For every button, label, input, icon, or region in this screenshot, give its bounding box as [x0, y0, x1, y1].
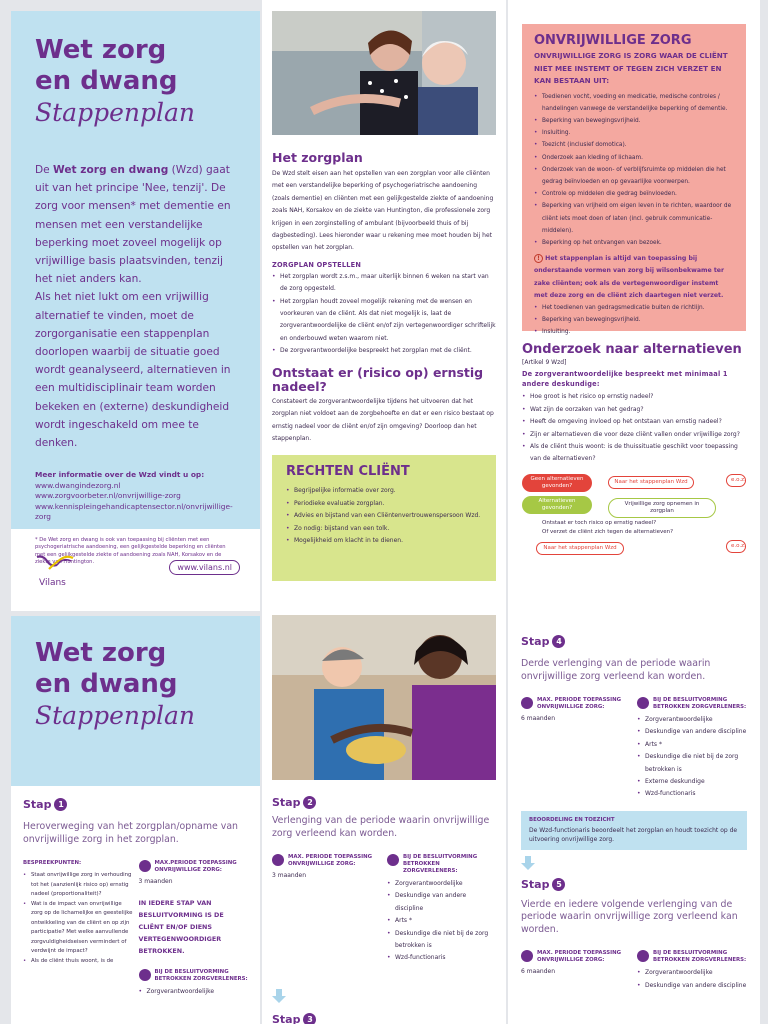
- stap1-betrokken-list: [139, 986, 249, 998]
- stap4-max-value: 6 maanden: [521, 715, 556, 722]
- stap4-betrokken-list: [637, 714, 747, 801]
- list-item: • Controle op middelen die gedrag beïnvloeden.: [534, 188, 734, 200]
- down-arrow-icon: [521, 856, 535, 870]
- stap-number: 5: [552, 878, 565, 891]
- list-item: • Hoe groot is het risico op ernstig nadeel?: [522, 391, 746, 403]
- flow-q1: Ontstaat er toch risico op ernstig nadeel?: [542, 519, 657, 526]
- intro-rest: (Wzd) gaat uit van het principe 'Nee, tenzij'. De zorg voor mensen* met dementie en mensen met een verstandelijke beperking moet zoveel mogelijk op vrijwillige basis plaatsvinden, tenzij het niet anders kan.: [35, 164, 231, 286]
- beoordeling-body: De Wzd-functionaris beoordeelt het zorgplan en houdt toezicht op de uitvoering onvrijwillige zorg.: [529, 826, 738, 843]
- list-item: • Het zorgplan wordt z.s.m., maar uiterlijk binnen 6 weken na start van de zorg opgesteld.: [272, 271, 496, 296]
- onderzoek-title: Onderzoek naar alternatieven: [522, 342, 742, 357]
- list-item: • Wzd-functionaris: [387, 952, 496, 964]
- cover-footnote: * De Wet zorg en dwang is ook van toepassing bij cliënten met een psychogeriatrische aandoening, een gelijkgestelde beperking en cliënten met een gelijkgestelde ziekte of aandoening zoals NAH, Korsakov en de ziekte van Huntington.: [35, 536, 226, 566]
- rechten-box: [272, 455, 496, 581]
- stap2-panel: [262, 611, 506, 1024]
- list-item: • Deskundige die niet bij de zorg betrokken is: [387, 928, 496, 953]
- list-item: • Toezicht (inclusief domotica).: [534, 139, 734, 151]
- down-arrow-icon: [272, 989, 286, 1003]
- stap2-left-col: [272, 854, 381, 965]
- list-item: • Beperking van bewegingsvrijheid.: [534, 314, 734, 326]
- zorgplan-body: De Wzd stelt eisen aan het opstellen van een zorgplan voor alle cliënten met een verstandelijke beperking of psychogeriatrische aandoening (zoals dementie) en cliënten met een gelijkgestelde ziekte of aandoening zoals NAH, Korsakov en de ziekte van Huntington, die professionele zorg krijgen in een zorginstelling of ambulant (bijvoorbeeld thuis of bij dagbesteding). Lees hieronder waar u rekening mee moet houden bij het opstellen van het zorgplan.: [272, 170, 494, 252]
- stap1-header: [23, 798, 248, 811]
- list-item: • Staat onvrijwillige zorg in verhouding tot het (aanzienlijk risico op) ernstig nadeel (proportionaliteit)?: [23, 871, 133, 900]
- list-item: • Zorgverantwoordelijke: [387, 878, 496, 890]
- intro-prefix: De: [35, 164, 54, 176]
- zorgplan-title: Het zorgplan: [272, 150, 363, 165]
- vilans-logo-text: Vilans: [39, 578, 66, 588]
- stap4-left-col: [521, 697, 631, 801]
- cover-title-line1: Wet zorg: [35, 35, 167, 65]
- list-item: • Zorgverantwoordelijke: [139, 986, 249, 998]
- stap1-betrokken-heading: BIJ DE BESLUITVORMING BETROKKEN ZORGVERLENERS:: [154, 969, 248, 982]
- stap-number: 1: [54, 798, 67, 811]
- stap-number: 2: [303, 796, 316, 809]
- bespreek-heading: BESPREEKPUNTEN:: [23, 860, 82, 866]
- people-icon: [637, 697, 649, 709]
- stap2-max-heading: MAX. PERIODE TOEPASSING ONVRIJWILLIGE ZORG:: [288, 854, 373, 867]
- list-item: • Deskundige die niet bij de zorg betrokken is: [637, 751, 747, 776]
- list-item: • Wat zijn de oorzaken van het gedrag?: [522, 404, 746, 416]
- stap5-betrokken-row: [637, 950, 747, 964]
- cover-panel: [11, 11, 260, 611]
- intro-p2: Als het niet lukt om een vrijwillig alternatief te vinden, moet de zorgorganisatie een stappenplan doorlopen waarbij de situatie goed wordt geanalyseerd, alternatieven in een multidisciplinair team worden bekeken en (externe) deskundigheid wordt ingeschakeld om mee te denken.: [35, 291, 231, 450]
- onderzoek-list: [522, 391, 746, 465]
- link-dwangindezorg[interactable]: www.dwangindezorg.nl: [35, 480, 121, 490]
- stap2-header: [272, 796, 496, 809]
- stap-label: Stap: [521, 877, 550, 891]
- onvrijwillige-warning: [534, 253, 734, 302]
- list-item: • Toedienen vocht, voeding en medicatie, medische controles / handelingen vanwege de verstandelijke beperking of dementie.: [534, 91, 734, 115]
- list-item: • De zorgverantwoordelijke bespreekt het zorgplan met de cliënt.: [272, 345, 496, 357]
- list-item: • Als de cliënt thuis woont, is de: [23, 957, 133, 967]
- flow-eoz-2: e.o.z.: [726, 540, 746, 553]
- flow-no-alternatives: Geen alternatieven gevonden?: [522, 474, 592, 492]
- clock-icon: [521, 950, 533, 962]
- stap1-betrokken-row: [139, 969, 249, 983]
- stap-label: Stap: [23, 798, 52, 811]
- people-icon: [139, 969, 151, 981]
- warning-icon: !: [534, 254, 543, 263]
- stap2-columns: [272, 854, 496, 965]
- flow-no-alt-target: Naar het stappenplan Wzd: [608, 476, 694, 489]
- list-item: • Advies en bijstand van een Cliëntenvertrouwenspersoon Wzd.: [286, 510, 482, 522]
- stap-number: 4: [552, 635, 565, 648]
- rechten-title: RECHTEN CLIËNT: [286, 464, 410, 480]
- list-item: • Zorgverantwoordelijke: [637, 714, 747, 726]
- list-item: • Periodieke evaluatie zorgplan.: [286, 498, 482, 510]
- stap1-max-heading: MAX.PERIODE TOEPASSING ONVRIJWILLIGE ZORG:: [154, 860, 237, 873]
- stap3-header: [272, 1013, 496, 1024]
- list-item: • Mogelijkheid om klacht in te dienen.: [286, 535, 482, 547]
- list-item: • Het toedienen van gedragsmedicatie buiten de richtlijn.: [534, 302, 734, 314]
- stap1-columns: [23, 860, 248, 998]
- stap1-desc: Heroverweging van het zorgplan/opname van onvrijwillige zorg in het zorgplan.: [23, 821, 239, 845]
- onderzoek-section: [522, 343, 746, 564]
- clock-icon: [272, 854, 284, 866]
- stap2-right-col: [387, 854, 496, 965]
- beoordeling-box: [521, 811, 747, 850]
- onderzoek-flow: [522, 474, 746, 564]
- onvrijwillige-title: ONVRIJWILLIGE ZORG: [534, 33, 692, 48]
- stap-label: Stap: [521, 635, 550, 648]
- rechten-list: [286, 485, 482, 547]
- stap1-iedere-stap: IN IEDERE STAP VAN BESLUITVORMING IS DE CLIËNT EN/OF DIENS VERTEGENWOORDIGER BETROKKEN.: [138, 899, 224, 955]
- cover-title-line2: en dwang: [35, 66, 178, 96]
- stap5-max-value: 6 maanden: [521, 968, 556, 976]
- stap2-betrokken-row: [387, 854, 496, 875]
- onderzoek-lead: De zorgverantwoordelijke bespreekt met minimaal 1 andere deskundige:: [522, 370, 728, 389]
- list-item: • Deskundige van andere discipline: [637, 726, 747, 738]
- stap1-left-col: [23, 860, 133, 998]
- list-item: • Het zorgplan houdt zoveel mogelijk rekening met de wensen en voorkeuren van de cliënt. Als dat niet mogelijk is, laat de zorgverantwoordelijke de cliënt en/of zijn vertegenwoordiger schriftelijk en onderbouwd weten waarom niet.: [272, 296, 496, 346]
- stap5-right-col: [637, 950, 747, 992]
- people-icon: [637, 950, 649, 962]
- stap5-header: [521, 878, 747, 891]
- list-item: • Deskundige van andere discipline: [387, 890, 496, 915]
- onderzoek-article: [Artikel 9 Wzd]: [522, 359, 567, 366]
- zorgplan-opstellen-list: [272, 271, 496, 358]
- cover-subtitle: Stappenplan: [35, 98, 195, 127]
- flow-eoz-1: e.o.z.: [726, 474, 746, 487]
- cover-2-blue-block: [11, 616, 260, 786]
- stap4-right-col: [637, 697, 747, 801]
- onvrijwillige-zorg-panel: [508, 0, 760, 611]
- list-item: • Externe deskundige: [637, 776, 747, 788]
- list-item: • Wat is de impact van onvrijwillige zorg op de lichamelijke en geestelijke ontwikkeling van de cliënt en op zijn participatie? Met welke aanvullende zorgvuldigheidseisen vermindert of verdwijnt de impact?: [23, 900, 133, 957]
- clock-icon: [521, 697, 533, 709]
- stap1-right-col: [139, 860, 249, 998]
- stap4-betrokken-heading: BIJ DE BESLUITVORMING BETROKKEN ZORGVERLENERS:: [653, 697, 747, 710]
- stap2-max-value: 3 maanden: [272, 872, 307, 879]
- photo-caregiver-elderly: [272, 11, 496, 135]
- link-kennisplein[interactable]: www.kennispleingehandicaptensector.nl/onvrijwillige-zorg: [35, 501, 233, 522]
- list-item: • Zo nodig: bijstand van een tolk.: [286, 523, 482, 535]
- warning-list: [534, 302, 734, 339]
- stap4-panel: [508, 611, 760, 1024]
- flow-questions: [542, 519, 673, 537]
- risico-body: Constateert de zorgverantwoordelijke tijdens het uitvoeren dat het zorgplan niet voldoet aan de zorgbehoefte en dat er een risico bestaat op ernstig nadeel voor de cliënt en/of zijn omgeving? Doorloop dan het stappenplan.: [272, 397, 494, 442]
- list-item: • Insluiting.: [534, 326, 734, 338]
- cover2-subtitle: Stappenplan: [35, 701, 195, 730]
- cover-intro: [35, 161, 236, 452]
- stap4-header: [521, 635, 747, 648]
- more-info: [35, 470, 236, 523]
- stap5-desc: Vierde en iedere volgende verlenging van de periode waarin onvrijwillige zorg verleend kan worden.: [521, 898, 738, 935]
- flow-alt-target: Vrijwillige zorg opnemen in zorgplan: [608, 498, 716, 518]
- cover-2-panel: [11, 616, 260, 1024]
- stap4-desc: Derde verlenging van de periode waarin onvrijwillige zorg verleend kan worden.: [521, 658, 711, 682]
- list-item: • Heeft de omgeving invloed op het ontstaan van ernstig nadeel?: [522, 416, 746, 428]
- stap2-betrokken-list: [387, 878, 496, 965]
- website-link[interactable]: www.vilans.nl: [169, 560, 240, 575]
- zorgplan-opstellen-heading: ZORGPLAN OPSTELLEN: [272, 260, 362, 269]
- list-item: • Wzd-functionaris: [637, 788, 747, 800]
- warning-text: Het stappenplan is altijd van toepassing bij onderstaande vormen van zorg bij wilsonbekwame ter zake cliënten; ook als de vertegenwoordiger instemt met deze zorg en de cliënt zich daartegen niet verzet.: [534, 255, 725, 299]
- onvrijwillige-list: [534, 91, 734, 250]
- list-item: • Beperking van vrijheid om eigen leven in te richten, waardoor de cliënt iets moet doen of laten (incl. gebruik communicatie-middelen).: [534, 200, 734, 237]
- cover2-title-line2: en dwang: [35, 669, 178, 699]
- stap2-max-row: [272, 854, 381, 868]
- stap4-max-row: [521, 697, 631, 711]
- stap5-columns: [521, 950, 747, 992]
- risico-title: Ontstaat er (risico op) ernstig nadeel?: [272, 364, 484, 394]
- stap5-betrokken-heading: BIJ DE BESLUITVORMING BETROKKEN ZORGVERLENERS:: [653, 950, 747, 964]
- stap1-max-value: 3 maanden: [138, 878, 173, 885]
- stap1-max-row: [139, 860, 249, 874]
- cover-blue-block: [11, 11, 260, 566]
- flow-q2: Of verzet de cliënt zich tegen de alternatieven?: [542, 528, 674, 535]
- stap2-desc: Verlenging van de periode waarin onvrijwillige zorg verleend kan worden.: [272, 815, 490, 839]
- onvrijwillige-lead: ONVRIJWILLIGE ZORG IS ZORG WAAR DE CLIËNT NIET MEE INSTEMT OF TEGEN ZICH VERZET EN KAN BESTAAN UIT:: [534, 51, 728, 85]
- stap1-section: [11, 786, 260, 1010]
- list-item: • Als de cliënt thuis woont: is de thuissituatie geschikt voor toepassing van de alternatieven?: [522, 441, 746, 466]
- list-item: • Onderzoek van de woon- of verblijfsruimte op middelen die het gedrag beïnvloeden en op gevaarlijke voorwerpen.: [534, 164, 734, 188]
- stap-number: 3: [303, 1013, 316, 1024]
- list-item: • Onderzoek aan kleding of lichaam.: [534, 152, 734, 164]
- list-item: • Begrijpelijke informatie over zorg.: [286, 485, 482, 497]
- stap5-betrokken-list: [637, 967, 747, 992]
- beoordeling-heading: BEOORDELING EN TOEZICHT: [529, 816, 615, 823]
- bespreek-list: [23, 871, 133, 966]
- people-icon: [387, 854, 399, 866]
- flow-bottom-target: Naar het stappenplan Wzd: [536, 542, 624, 555]
- list-item: • Arts *: [387, 915, 496, 927]
- stap-label: Stap: [272, 796, 301, 809]
- stap4-max-heading: MAX. PERIODE TOEPASSING ONVRIJWILLIGE ZORG:: [537, 697, 622, 710]
- cover2-title-line1: Wet zorg: [35, 638, 167, 668]
- stap4-betrokken-row: [637, 697, 747, 711]
- zorgplan-panel: [262, 0, 506, 611]
- list-item: • Beperking op het ontvangen van bezoek.: [534, 237, 734, 249]
- photo-caregiver-client: [272, 615, 496, 780]
- stap-label: Stap: [272, 1012, 301, 1024]
- stap5-left-col: [521, 950, 631, 992]
- list-item: • Arts *: [637, 739, 747, 751]
- stap5-max-heading: MAX. PERIODE TOEPASSING ONVRIJWILLIGE ZORG:: [537, 950, 622, 964]
- list-item: • Beperking van bewegingsvrijheid.: [534, 115, 734, 127]
- flow-alternatives: Alternatieven gevonden?: [522, 496, 592, 514]
- stap2-betrokken-heading: BIJ DE BESLUITVORMING BETROKKEN ZORGVERLENERS:: [403, 854, 478, 874]
- list-item: • Zorgverantwoordelijke: [637, 967, 747, 979]
- onvrijwillige-zorg-box: [522, 24, 746, 336]
- list-item: • Deskundige van andere discipline: [637, 980, 747, 992]
- list-item: • Zijn er alternatieven die voor deze cliënt vallen onder vrijwillige zorg?: [522, 429, 746, 441]
- link-zorgvoorbeter[interactable]: www.zorgvoorbeter.nl/onvrijwillige-zorg: [35, 491, 181, 501]
- list-item: • Insluiting.: [534, 127, 734, 139]
- intro-bold: Wet zorg en dwang: [53, 164, 169, 176]
- stap4-columns: [521, 697, 747, 801]
- more-info-heading: Meer informatie over de Wzd vindt u op:: [35, 470, 205, 480]
- clock-icon: [139, 860, 151, 872]
- stap5-max-row: [521, 950, 631, 964]
